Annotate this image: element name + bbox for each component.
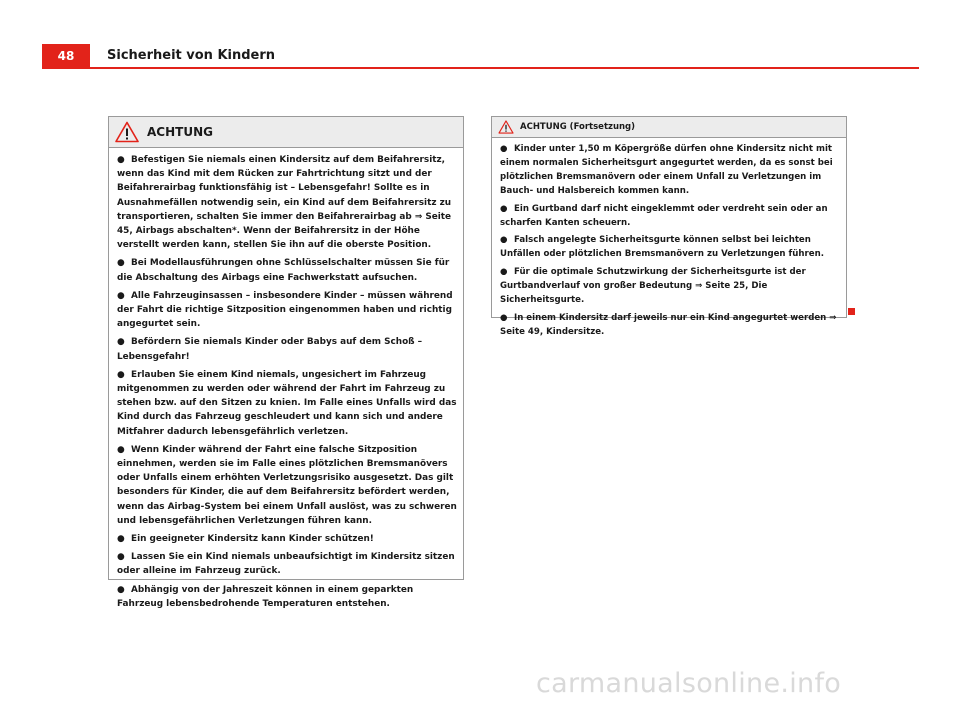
bullet-icon: ●: [500, 267, 508, 278]
warning-list-left: [109, 148, 463, 611]
bullet-icon: ●: [500, 312, 508, 323]
warning-box-right: [491, 116, 847, 337]
bullet-icon: ●: [500, 203, 508, 214]
section-end-marker: [848, 308, 855, 315]
list-item: ● Lassen Sie ein Kind niemals unbeaufsichtigt im Kindersitz sitzen oder alleine im Fahrzeug zurück.: [117, 552, 455, 577]
page-header-title: Sicherheit von Kindern: [107, 48, 276, 63]
warning-triangle-icon: [498, 120, 514, 134]
list-item: ● Wenn Kinder während der Fahrt eine falsche Sitzposition einnehmen, werden sie im Falle eines plötzlichen Bremsmanövers oder Unfalls einem erhöhten Verletzungsrisiko ausgesetzt. Das gilt besonders für Kinder, die auf dem Beifahrersitz befördert werden, wenn das Airbag-System bei einem Unfall auslöst, was zu schweren und lebensgefährlichen Verletzungen führen kann.: [117, 444, 457, 526]
bullet-icon: ●: [117, 337, 125, 348]
bullet-icon: ●: [117, 369, 125, 380]
bullet-icon: ●: [117, 258, 125, 269]
warning-title: ACHTUNG (Fortsetzung): [520, 122, 636, 132]
list-item: ● Ein Gurtband darf nicht eingeklemmt oder verdreht sein oder an scharfen Kanten scheuern.: [500, 203, 828, 228]
list-item: ● Alle Fahrzeuginsassen – insbesondere Kinder – müssen während der Fahrt die richtige Sitzposition eingenommen haben und richtig angegurtet sein.: [117, 290, 453, 330]
bullet-icon: ●: [117, 552, 125, 563]
list-item: ● Für die optimale Schutzwirkung der Sicherheitsgurte ist der Gurtbandverlauf von großer Bedeutung ⇒ Seite 25, Die Sicherheitsgurte.: [500, 267, 806, 306]
list-item: ● Befestigen Sie niemals einen Kindersitz auf dem Beifahrersitz, wenn das Kind mit dem Rücken zur Fahrtrichtung sitzt und der Beifahrerairbag funktionsfähig ist – Lebensgefahr! Sollte es in Ausnahmefällen notwendig sein, ein Kind auf dem Beifahrersitz zu transportieren, schalten Sie immer den Beifahrerairbag ab ⇒ Seite 45, Airbags abschalten*. Wenn der Beifahrersitz in der Höhe verstellt werden kann, stellen Sie ihn auf die oberste Position.: [117, 155, 452, 251]
bullet-icon: ●: [117, 444, 125, 455]
page-number: 48: [42, 44, 90, 68]
bullet-icon: ●: [117, 584, 125, 595]
bullet-icon: ●: [500, 235, 508, 246]
list-item: ● Erlauben Sie einem Kind niemals, ungesichert im Fahrzeug mitgenommen zu werden oder während der Fahrt im Fahrzeug zu stehen bzw. auf den Sitzen zu knien. Im Falle eines Unfalls wird das Kind durch das Fahrzeug geschleudert und kann sich und andere Mitfahrer dadurch lebensgefährlich verletzen.: [117, 369, 457, 437]
bullet-icon: ●: [117, 155, 125, 165]
list-item: ● Ein geeigneter Kindersitz kann Kinder schützen!: [117, 532, 457, 546]
warning-box-header: [492, 117, 846, 138]
warning-title: ACHTUNG: [147, 125, 213, 139]
header-divider: [42, 67, 919, 69]
list-item: ● In einem Kindersitz darf jeweils nur ein Kind angegurtet werden ⇒ Seite 49, Kindersitze.: [500, 312, 837, 337]
warning-list-right: [492, 138, 846, 340]
warning-box-header: [109, 117, 463, 148]
list-item: ● Abhängig von der Jahreszeit können in einem geparkten Fahrzeug lebensbedrohende Temperaturen entstehen.: [117, 584, 414, 609]
bullet-icon: ●: [117, 534, 125, 545]
warning-triangle-icon: [115, 121, 139, 143]
list-item: ● Falsch angelegte Sicherheitsgurte können selbst bei leichten Unfällen oder plötzlichen Bremsmanövern zu Verletzungen führen.: [500, 235, 824, 260]
bullet-icon: ●: [117, 290, 125, 301]
bullet-icon: ●: [500, 144, 508, 154]
list-item: ● Bei Modellausführungen ohne Schlüsselschalter müssen Sie für die Abschaltung des Airbags eine Fachwerkstatt aufsuchen.: [117, 258, 450, 283]
warning-box-left: [108, 116, 464, 609]
list-item: ● Befördern Sie niemals Kinder oder Babys auf dem Schoß – Lebensgefahr!: [117, 337, 423, 362]
watermark: carmanualsonline.info: [536, 668, 842, 699]
list-item: ● Kinder unter 1,50 m Köpergröße dürfen ohne Kindersitz nicht mit einem normalen Sicherheitsgurt angegurtet werden, da es sonst bei plötzlichen Bremsmanövern oder einem Unfall zu Verletzungen im Bauch- und Halsbereich kommen kann.: [500, 144, 833, 196]
